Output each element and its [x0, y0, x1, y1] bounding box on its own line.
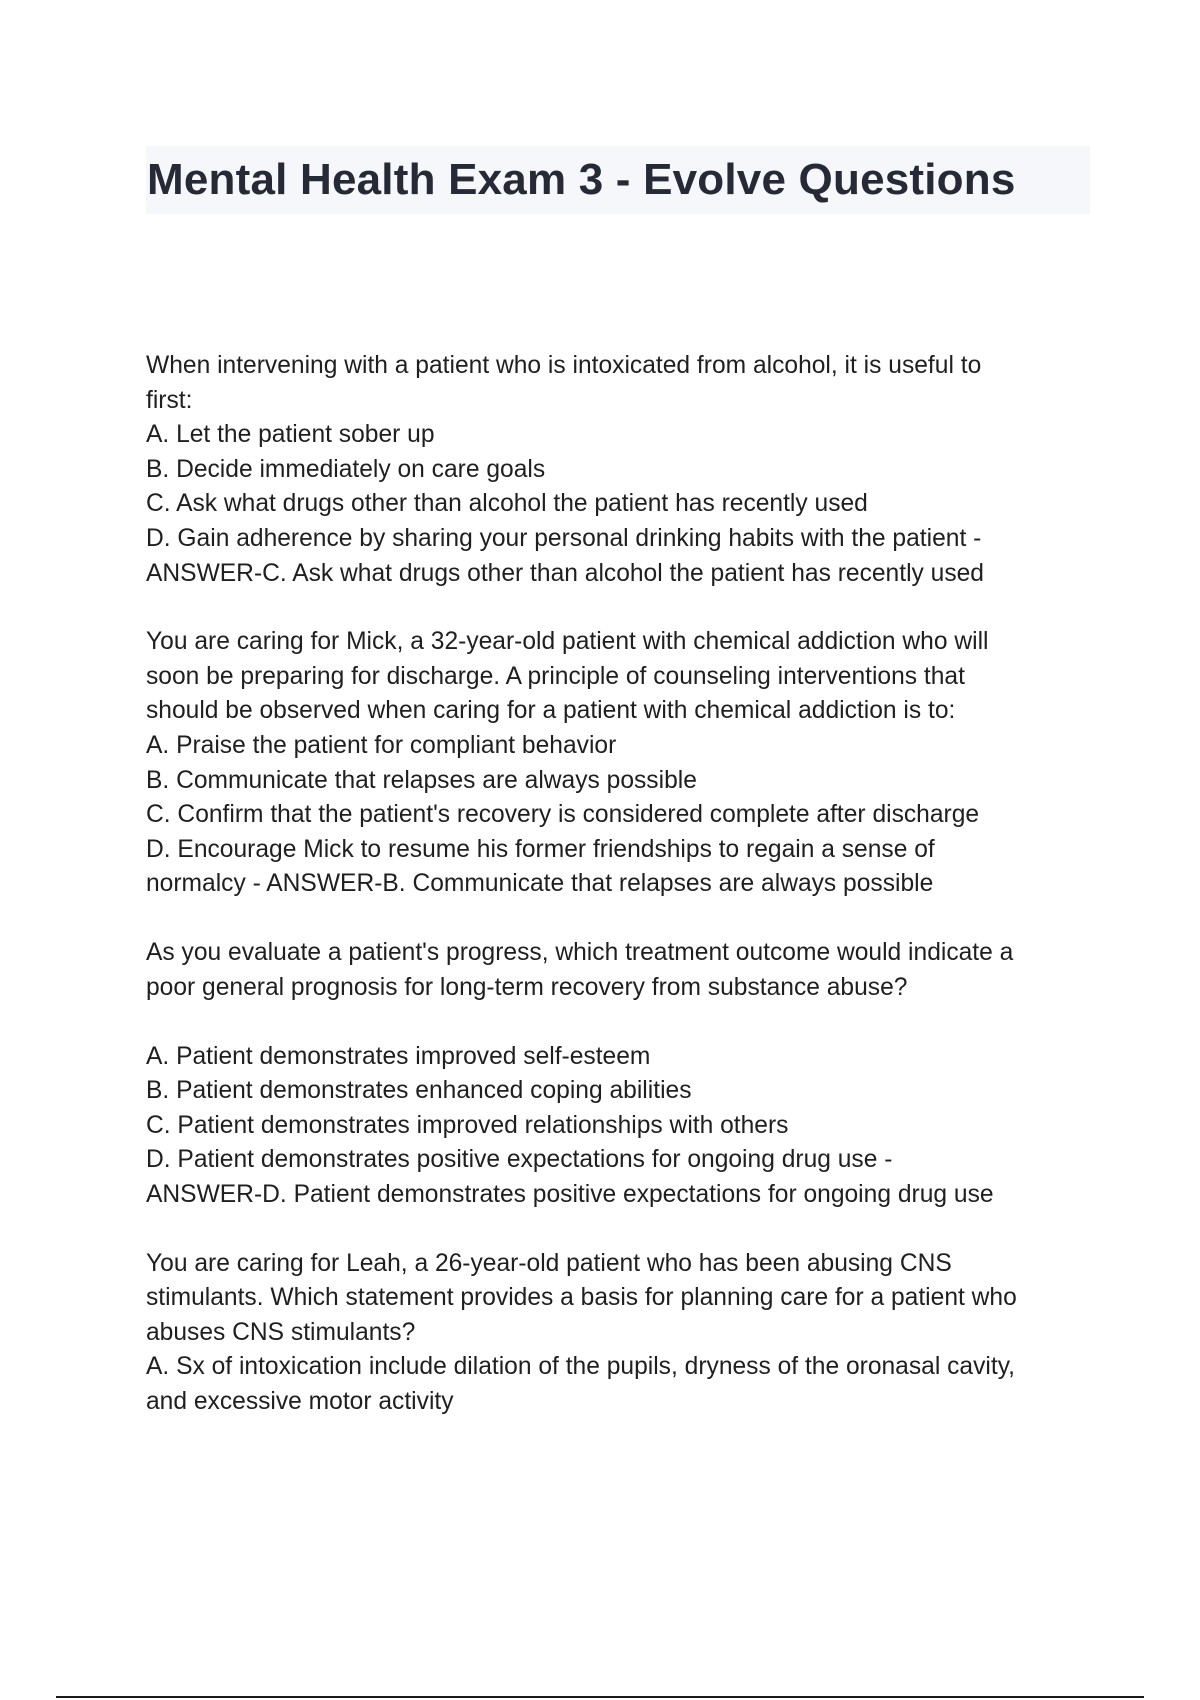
question-3-stem-line-1: As you evaluate a patient's progress, which treatment outcome would indicate a: [146, 938, 1014, 966]
question-3-answer: ANSWER-D. Patient demonstrates positive expectations for ongoing drug use: [146, 1181, 994, 1209]
question-2-option-b: B. Communicate that relapses are always possible: [146, 766, 697, 794]
question-2-stem-line-3: should be observed when caring for a patient with chemical addiction is to:: [146, 697, 956, 725]
question-4-stem-line-3: abuses CNS stimulants?: [146, 1318, 416, 1346]
question-3-option-b: B. Patient demonstrates enhanced coping abilities: [146, 1077, 692, 1105]
question-3-option-d: D. Patient demonstrates positive expectations for ongoing drug use -: [146, 1146, 893, 1174]
question-2-option-d: D. Encourage Mick to resume his former friendships to regain a sense of: [146, 835, 935, 863]
question-2: [146, 625, 1086, 902]
footer-divider: [56, 1696, 1144, 1698]
question-2-stem-line-2: soon be preparing for discharge. A principle of counseling interventions that: [146, 662, 965, 690]
question-1: [146, 349, 1086, 591]
question-3-stem-line-2: poor general prognosis for long-term recovery from substance abuse?: [146, 973, 908, 1001]
question-1-stem-line-2: first:: [146, 386, 193, 414]
question-3-option-c: C. Patient demonstrates improved relationships with others: [146, 1111, 789, 1139]
question-1-stem-line-1: When intervening with a patient who is intoxicated from alcohol, it is useful to: [146, 352, 982, 379]
document-title: Mental Health Exam 3 - Evolve Questions: [147, 155, 1016, 204]
question-4-option-a-line-2: and excessive motor activity: [146, 1388, 454, 1416]
question-4-stem-line-2: stimulants. Which statement provides a basis for planning care for a patient who: [146, 1284, 1017, 1312]
question-4: [146, 1247, 1086, 1420]
question-3-option-a: A. Patient demonstrates improved self-esteem: [146, 1042, 651, 1070]
question-3: [146, 936, 1086, 1213]
question-4-option-a-line-1: A. Sx of intoxication include dilation of the pupils, dryness of the oronasal cavity,: [146, 1353, 1016, 1381]
question-1-option-c: C. Ask what drugs other than alcohol the patient has recently used: [146, 490, 868, 518]
title-banner: [146, 146, 1090, 214]
question-1-answer: ANSWER-C. Ask what drugs other than alcohol the patient has recently used: [146, 559, 984, 587]
question-2-option-a: A. Praise the patient for compliant behavior: [146, 731, 617, 759]
question-4-stem-line-1: You are caring for Leah, a 26-year-old patient who has been abusing CNS: [146, 1249, 952, 1277]
question-1-option-a: A. Let the patient sober up: [146, 421, 435, 449]
question-2-option-c: C. Confirm that the patient's recovery is considered complete after discharge: [146, 801, 980, 829]
question-2-answer: normalcy - ANSWER-B. Communicate that relapses are always possible: [146, 870, 934, 898]
question-list: [146, 349, 1086, 1454]
question-2-stem-line-1: You are caring for Mick, a 32-year-old patient with chemical addiction who will: [146, 628, 989, 656]
question-1-option-d: D. Gain adherence by sharing your personal drinking habits with the patient -: [146, 524, 982, 552]
question-3-blank-line: [146, 1005, 1086, 1040]
question-1-option-b: B. Decide immediately on care goals: [146, 455, 546, 483]
